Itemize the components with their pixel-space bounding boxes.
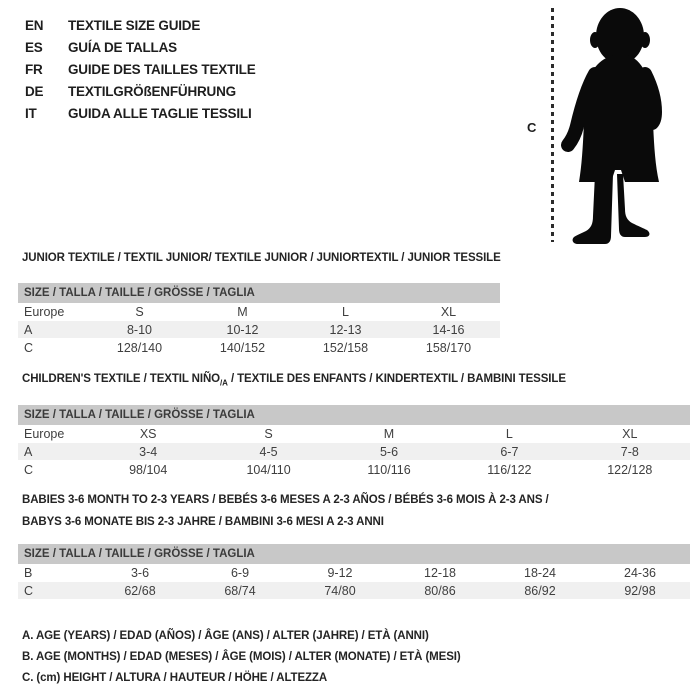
height-cell: 128/140: [116, 341, 163, 355]
height-cell: 86/92: [524, 583, 556, 598]
row-label: Europe: [24, 305, 65, 319]
size-cell: XL: [622, 427, 638, 441]
height-cell: 62/68: [124, 583, 156, 598]
language-title: GUIDE DES TAILLES TEXTILE: [68, 61, 256, 77]
height-cell: 92/98: [624, 583, 656, 598]
age-cell: 6-9: [230, 566, 250, 580]
language-row-de: [25, 80, 256, 102]
age-cell: 18-24: [524, 566, 556, 580]
section-title-babies-line2: BABYS 3-6 MONATE BIS 2-3 JAHRE / BAMBINI 3-6 MESI A 2-3 ANNI: [22, 516, 384, 528]
size-cell: L: [505, 427, 513, 441]
height-cell: 74/80: [324, 583, 356, 598]
age-cell: 14-16: [432, 322, 465, 337]
size-cell: XL: [440, 305, 457, 319]
row-label: C: [24, 341, 34, 355]
section-title-children-pre: CHILDREN'S TEXTILE / TEXTIL NIÑO: [22, 373, 221, 385]
language-title: GUÍA DE TALLAS: [68, 39, 177, 55]
height-cell: 152/158: [322, 341, 369, 355]
babies-size-table: [18, 544, 690, 599]
age-cell: 5-6: [379, 444, 399, 459]
language-code: DE: [25, 83, 44, 99]
age-cell: 12-13: [329, 322, 362, 337]
height-cell: 122/128: [607, 463, 653, 477]
table-row: [18, 460, 690, 480]
language-list: [25, 14, 256, 124]
section-title-children-sub: /A: [220, 378, 228, 388]
language-code: ES: [25, 39, 43, 55]
age-cell: 24-36: [624, 566, 656, 580]
section-title-babies-line1: BABIES 3-6 MONTH TO 2-3 YEARS / BEBÉS 3-6 MESES A 2-3 AÑOS / BÉBÉS 3-6 MOIS À 2-3 ANS /: [22, 494, 549, 506]
size-cell: M: [237, 305, 248, 319]
footnote-a: A. AGE (YEARS) / EDAD (AÑOS) / ÂGE (ANS) / ALTER (JAHRE) / ETÀ (ANNI): [22, 630, 429, 642]
table-row: [18, 338, 500, 358]
size-cell: M: [383, 427, 395, 441]
section-title-children: [22, 373, 566, 387]
table-row: [18, 321, 500, 338]
height-measure-label: C: [527, 120, 537, 135]
table-header-size: SIZE / TALLA / TAILLE / GRÖSSE / TAGLIA: [18, 544, 690, 564]
row-label: A: [24, 322, 33, 337]
age-cell: 10-12: [226, 322, 259, 337]
height-measure-dotted-line: [551, 8, 554, 242]
language-row-es: [25, 36, 256, 58]
section-title-children-post: / TEXTILE DES ENFANTS / KINDERTEXTIL / BAMBINI TESSILE: [227, 373, 566, 385]
footnote-c: C. (cm) HEIGHT / ALTURA / HAUTEUR / HÖHE / ALTEZZA: [22, 672, 328, 684]
table-row: [18, 443, 690, 460]
language-row-it: [25, 102, 256, 124]
height-cell: 158/170: [425, 341, 472, 355]
row-label: B: [24, 566, 33, 580]
language-code: FR: [25, 61, 43, 77]
age-cell: 7-8: [620, 444, 639, 459]
table-row: [18, 303, 500, 321]
age-cell: 3-6: [130, 566, 150, 580]
table-header-size: SIZE / TALLA / TAILLE / GRÖSSE / TAGLIA: [18, 405, 690, 425]
language-title: TEXTILE SIZE GUIDE: [68, 17, 201, 33]
age-cell: 4-5: [259, 444, 278, 459]
language-title: GUIDA ALLE TAGLIE TESSILI: [68, 105, 252, 121]
language-title: TEXTILGRÖßENFÜHRUNG: [68, 83, 236, 99]
size-cell: XS: [139, 427, 157, 441]
baby-silhouette-icon: [555, 4, 695, 246]
language-code: EN: [25, 17, 44, 33]
table-row: [18, 564, 690, 582]
language-code: IT: [25, 105, 37, 121]
language-row-en: [25, 14, 256, 36]
table-header-size: SIZE / TALLA / TAILLE / GRÖSSE / TAGLIA: [18, 283, 500, 303]
row-label: A: [24, 444, 33, 459]
height-cell: 140/152: [219, 341, 266, 355]
children-size-table: [18, 405, 690, 480]
age-cell: 9-12: [327, 566, 353, 580]
table-row: [18, 582, 690, 599]
size-cell: S: [135, 305, 144, 319]
row-label: C: [24, 463, 34, 477]
age-cell: 6-7: [500, 444, 519, 459]
footnote-b: B. AGE (MONTHS) / EDAD (MESES) / ÂGE (MOIS) / ALTER (MONATE) / ETÀ (MESI): [22, 651, 461, 663]
height-cell: 98/104: [129, 463, 168, 477]
age-cell: 8-10: [126, 322, 153, 337]
row-label: Europe: [24, 427, 65, 441]
size-cell: L: [342, 305, 349, 319]
age-cell: 12-18: [424, 566, 456, 580]
table-row: [18, 425, 690, 443]
footnote-legend: [22, 626, 461, 689]
height-cell: 68/74: [224, 583, 256, 598]
size-cell: S: [264, 427, 273, 441]
language-row-fr: [25, 58, 256, 80]
height-cell: 80/86: [424, 583, 456, 598]
age-cell: 3-4: [139, 444, 158, 459]
row-label: C: [24, 583, 34, 598]
junior-size-table: [18, 283, 500, 358]
height-cell: 110/116: [367, 463, 411, 477]
section-title-junior: JUNIOR TEXTILE / TEXTIL JUNIOR/ TEXTILE JUNIOR / JUNIORTEXTIL / JUNIOR TESSILE: [22, 252, 501, 264]
height-cell: 104/110: [246, 463, 291, 477]
height-cell: 116/122: [487, 463, 532, 477]
